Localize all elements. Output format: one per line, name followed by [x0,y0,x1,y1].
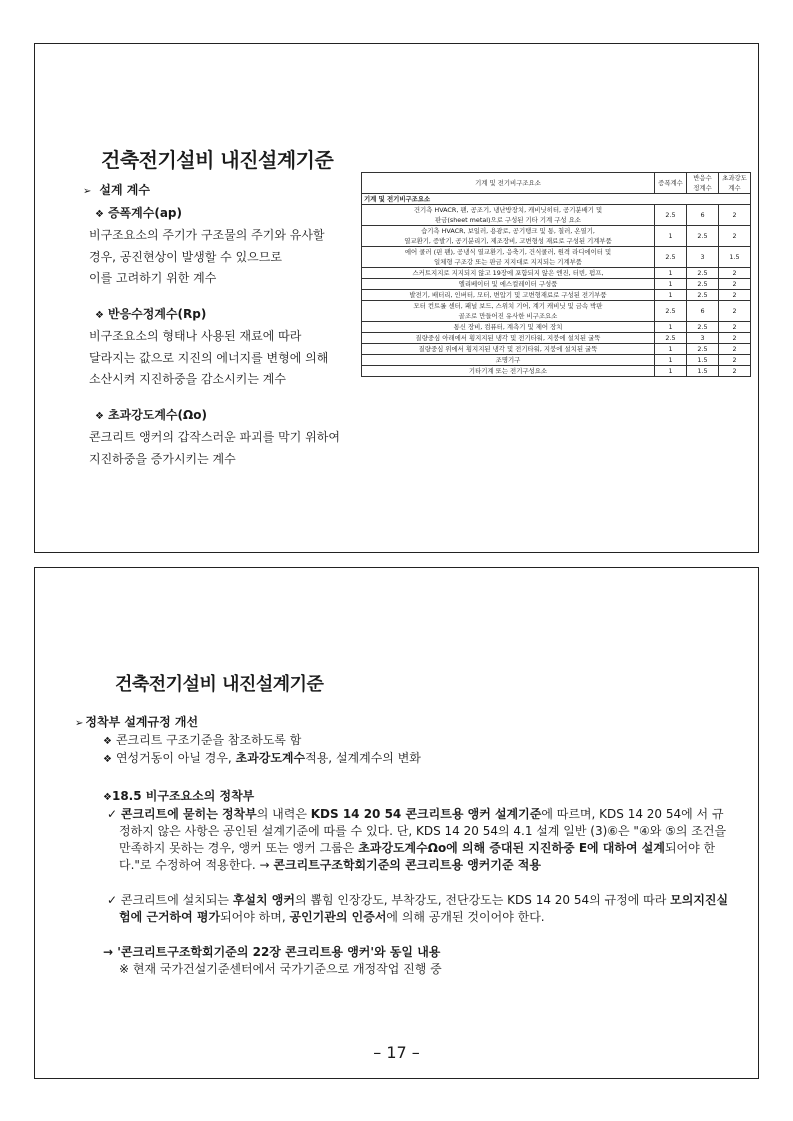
list-item: ❖ 연성거동이 아닐 경우, 초과강도계수적용, 설계계수의 변화 [103,751,421,765]
table-cell-omega: 2 [719,333,751,344]
table-row [362,279,751,290]
table-row [362,333,751,344]
table-cell-rp: 3 [687,333,719,344]
table-cell-rp: 2.5 [687,268,719,279]
table-row [362,355,751,366]
diamond-bullet-icon: ❖ [103,736,112,747]
table-cell-rp: 6 [687,205,719,226]
table-cell-ap: 1 [655,366,687,377]
table-cell-omega: 2 [719,268,751,279]
table-row [362,268,751,279]
table-cell-rp: 3 [687,247,719,268]
table-cell-rp: 1.5 [687,366,719,377]
section-heading: ➢ 정착부 설계규정 개선 [75,715,199,729]
table-cell-rp: 2.5 [687,322,719,333]
paragraph: ✓ 콘크리트에 묻히는 정착부의 내력은 KDS 14 20 54 콘크리트용 앵커 설계기준에 따르며, KDS 14 20 54에 서 규정하지 않은 사항은 공인된 설계기준에 따를 수 있다. 단, KDS 14 20 54의 4.1 설계 일반 (3)⑥은 "④와 ⑤의 조건을 만족하지 못하는 경우, 앵커 또는 앵커 그룹은 초과강도계수Ωo에 의해 증대된 지진하중 E에 대하여 설계되어야 한다."로 수정하여 적용한다. → 콘크리트구조학회기준의 콘크리트용 앵커기준 적용 [107,807,727,872]
table-cell-rp: 2.5 [687,344,719,355]
table-cell-item: 질량중심 위에서 횡지지된 냉각 및 전기타워, 지붕에 설치된 굴뚝 [362,344,655,355]
table-cell-rp: 2.5 [687,279,719,290]
slide-title: 건축전기설비 내진설계기준 [101,148,334,172]
table-row [362,205,751,226]
table-cell-omega: 1.5 [719,247,751,268]
table-cell-item: 스커트지지로 지지되지 않고 19장에 포함되지 않은 엔진, 터빈, 펌프, [362,268,655,279]
factor-heading: ❖ 증폭계수(ap) [95,205,182,220]
arrow-bullet-icon: ➢ [75,718,84,729]
note-text: ※ 현재 국가건설기준센터에서 국가기준으로 개정작업 진행 중 [119,962,442,976]
table-cell-omega: 2 [719,205,751,226]
table-row [362,290,751,301]
table-row [362,247,751,268]
coefficient-table [361,172,751,377]
table-cell-item: 엘리베이터 및 에스컬레이터 구성품 [362,279,655,290]
table-cell-item: 조명기구 [362,355,655,366]
diamond-bullet-icon: ❖ [103,792,112,803]
table-row [362,322,751,333]
table-cell-ap: 1 [655,355,687,366]
table-cell-ap: 2.5 [655,247,687,268]
table-cell-omega: 2 [719,279,751,290]
table-header-cell: 증폭계수 [655,173,687,194]
table-cell-omega: 2 [719,344,751,355]
table-header-cell: 기계 및 전기비구조요소 [362,173,655,194]
factor-heading: ❖ 반응수정계수(Rp) [95,306,207,321]
table-cell-rp: 2.5 [687,290,719,301]
table-cell-omega: 2 [719,366,751,377]
table-row [362,344,751,355]
table-cell-ap: 1 [655,268,687,279]
arrow-bullet-icon: ➢ [83,186,92,197]
table-cell-item: 모터 컨트롤 센터, 패널 보드, 스위치 기어, 계기 캐비닛 및 금속 박판 골조로 만들어진 유사한 비구조요소 [362,301,655,322]
factor-description: 비구조요소의 주기가 구조물의 주기와 유사할 경우, 공진현상이 발생할 수 있으므로 이를 고려하기 위한 계수 [89,228,325,285]
table-cell-ap: 2.5 [655,205,687,226]
factor-description: 비구조요소의 형태나 사용된 재료에 따라 달라지는 값으로 지진의 에너지를 변형에 의해 소산시켜 지진하중을 감소시키는 계수 [89,329,329,386]
table-cell-item: 습기측 HVACR, 보일러, 용광로, 공기탱크 및 통, 칠러, 온열기, 열교환기, 증발기, 공기분리기, 제조장비, 고변형성 재료로 구성된 기계부품 [362,226,655,247]
factor-description: 콘크리트 앵커의 갑작스러운 파괴를 막기 위하여 지진하중을 증가시키는 계수 [89,430,340,466]
section-heading: ➢ 설계 계수 [83,183,150,197]
table-cell-item: 질량중심 아래에서 횡지지된 냉각 및 전기타워, 지붕에 설치된 굴뚝 [362,333,655,344]
table-cell-ap: 1 [655,279,687,290]
slide-top [34,43,759,553]
table-cell-omega: 2 [719,301,751,322]
slide-bottom [34,567,759,1079]
table-header-cell: 초과강도 계수 [719,173,751,194]
sub-heading: ❖18.5 비구조요소의 정착부 [103,789,255,803]
table-group-label: 기계 및 전기비구조요소 [362,194,751,205]
note-heading: → '콘크리트구조학회기준의 22장 콘크리트용 앵커'와 동일 내용 [103,945,441,959]
list-item: ❖ 콘크리트 구조기준을 참조하도록 함 [103,733,302,747]
table-cell-ap: 1 [655,322,687,333]
check-icon: ✓ [107,807,121,821]
table-header-cell: 반응수 정계수 [687,173,719,194]
check-icon: ✓ [107,893,121,907]
table-header-row [362,173,751,194]
anchorage-content [75,714,735,978]
page-number: – 17 – [373,1043,420,1062]
table-cell-rp: 1.5 [687,355,719,366]
table-cell-item: 에어 쿨러 (핀 팬), 공냉식 열교환기, 응축기, 건식쿨러, 원격 라디에이터 및 일체형 구조강 또는 판금 지지대로 지지되는 기계부품 [362,247,655,268]
paragraph: ✓ 콘크리트에 설치되는 후설치 앵커의 뽑힘 인장강도, 부착강도, 전단강도는 KDS 14 20 54의 규정에 따라 모의지진실험에 근거하여 평가되어야 하며, 공인기관의 인증서에 의해 공개된 것이어야 한다. [107,893,729,924]
table-body [362,205,751,377]
table-cell-omega: 2 [719,322,751,333]
table-cell-rp: 6 [687,301,719,322]
diamond-bullet-icon: ❖ [95,208,104,220]
design-factor-list [83,180,363,470]
table-cell-ap: 2.5 [655,333,687,344]
table-cell-omega: 2 [719,290,751,301]
table-cell-item: 기타기계 또는 전기구성요소 [362,366,655,377]
table-cell-omega: 2 [719,355,751,366]
slide-title: 건축전기설비 내진설계기준 [115,674,324,695]
table-cell-omega: 2 [719,226,751,247]
table-cell-ap: 1 [655,344,687,355]
table-row [362,226,751,247]
table-cell-ap: 1 [655,290,687,301]
table-row [362,366,751,377]
table-row [362,301,751,322]
table-cell-item: 건기측 HVACR, 팬, 공조기, 냉난방장치, 캐비닛히터, 공기분배기 및 판금(sheet metal)으로 구성된 기타 기계 구성 요소 [362,205,655,226]
table-cell-rp: 2.5 [687,226,719,247]
table-cell-ap: 2.5 [655,301,687,322]
table-cell-item: 통신 장비, 컴퓨터, 계측기 및 제어 장치 [362,322,655,333]
diamond-bullet-icon: ❖ [95,309,104,321]
diamond-bullet-icon: ❖ [103,754,112,765]
factor-heading: ❖ 초과강도계수(Ωo) [95,407,207,422]
table-cell-ap: 1 [655,226,687,247]
diamond-bullet-icon: ❖ [95,410,104,422]
table-cell-item: 발전기, 배터리, 인버터, 모터, 변압기 및 고변형재료로 구성된 전기부품 [362,290,655,301]
